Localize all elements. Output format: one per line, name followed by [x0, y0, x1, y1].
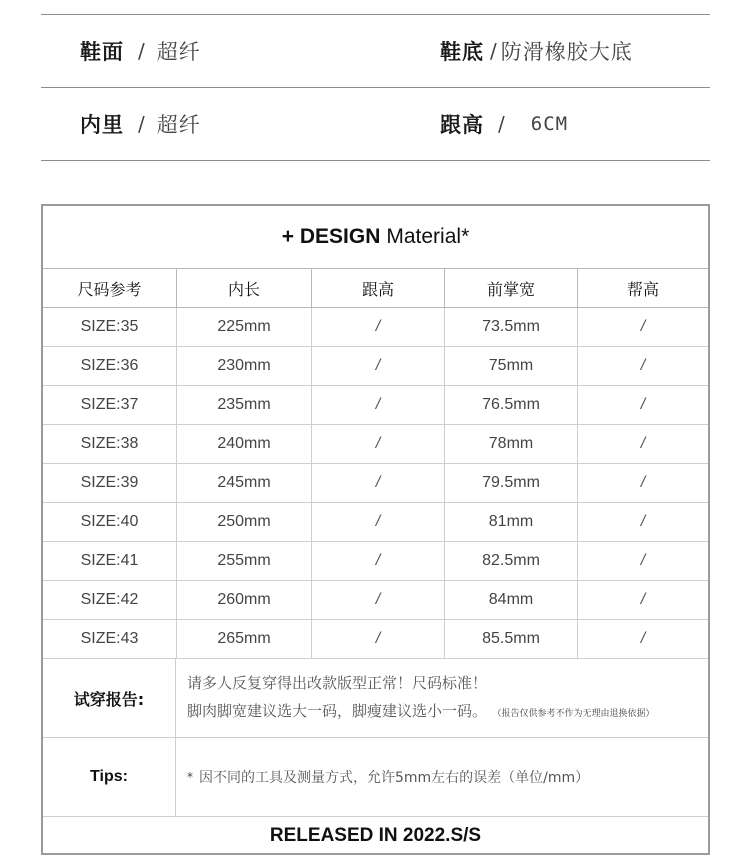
- header-heel-height: 跟高: [311, 269, 444, 307]
- cell-upper-height: /: [577, 581, 708, 619]
- tips-label: Tips:: [43, 738, 176, 816]
- header-inner-length: 内长: [176, 269, 311, 307]
- tips-content: 因不同的工具及测量方式，允许5mm左右的误差（单位/mm）: [199, 770, 590, 786]
- cell-heel-height: /: [311, 464, 444, 502]
- spec-row: [41, 15, 710, 87]
- table-row: [43, 464, 708, 503]
- table-row: [43, 503, 708, 542]
- spec-separator: /: [498, 112, 505, 136]
- cell-upper-height: /: [577, 503, 708, 541]
- cell-size: SIZE:38: [80, 435, 139, 452]
- cell-upper-height: /: [577, 425, 708, 463]
- cell-inner-length: 265mm: [176, 620, 311, 658]
- tips-text: [176, 738, 708, 816]
- header-upper-height: 帮高: [577, 269, 708, 307]
- cell-size: SIZE:39: [80, 474, 139, 491]
- cell-size: SIZE:42: [80, 591, 139, 608]
- cell-upper-height: /: [577, 620, 708, 658]
- table-row: [43, 308, 708, 347]
- table-row: [43, 542, 708, 581]
- spec-label: 鞋底: [440, 40, 484, 64]
- size-chart: [41, 204, 710, 855]
- spec-sole: [440, 15, 633, 87]
- cell-inner-length: 255mm: [176, 542, 311, 580]
- release-label: RELEASED IN 2022.S/S: [269, 824, 482, 846]
- cell-heel-height: /: [311, 386, 444, 424]
- cell-forefoot-width: 76.5mm: [444, 386, 577, 424]
- cell-forefoot-width: 84mm: [444, 581, 577, 619]
- fit-report-note: （报告仅供参考不作为无理由退换依据）: [497, 709, 655, 719]
- cell-forefoot-width: 73.5mm: [444, 308, 577, 346]
- cell-forefoot-width: 82.5mm: [444, 542, 577, 580]
- cell-inner-length: 235mm: [176, 386, 311, 424]
- cell-forefoot-width: 81mm: [444, 503, 577, 541]
- cell-forefoot-width: 79.5mm: [444, 464, 577, 502]
- asterisk-icon: *: [187, 770, 193, 784]
- fit-report-label: 试穿报告:: [43, 659, 176, 737]
- table-row: [43, 347, 708, 386]
- spec-lining: [80, 88, 201, 160]
- fit-report-row: [43, 659, 708, 738]
- spec-heel-height: [440, 88, 568, 160]
- divider: [41, 160, 710, 161]
- cell-size: SIZE:41: [80, 552, 139, 569]
- table-row: [43, 620, 708, 659]
- cell-size: SIZE:37: [80, 396, 139, 413]
- table-header-row: [43, 269, 708, 308]
- title-prefix: + DESIGN: [281, 225, 381, 248]
- spec-value: 超纤: [156, 40, 201, 64]
- cell-inner-length: 260mm: [176, 581, 311, 619]
- table-title: [43, 206, 708, 269]
- fit-report-line: 请多人反复穿得出改款版型正常！尺码标准！: [187, 674, 488, 692]
- cell-size: SIZE:35: [80, 318, 139, 335]
- table-row: [43, 386, 708, 425]
- spec-separator: /: [138, 39, 145, 63]
- header-forefoot-width: 前掌宽: [444, 269, 577, 307]
- cell-forefoot-width: 78mm: [444, 425, 577, 463]
- cell-inner-length: 250mm: [176, 503, 311, 541]
- spec-separator: /: [490, 39, 497, 63]
- cell-heel-height: /: [311, 308, 444, 346]
- fit-report-text: [176, 659, 708, 737]
- cell-upper-height: /: [577, 542, 708, 580]
- fit-report-line-2: [187, 697, 708, 728]
- cell-heel-height: /: [311, 542, 444, 580]
- cell-heel-height: /: [311, 503, 444, 541]
- table-row: [43, 581, 708, 620]
- cell-forefoot-width: 75mm: [444, 347, 577, 385]
- spec-value: 6CM: [530, 113, 569, 135]
- tips-row: [43, 738, 708, 817]
- cell-inner-length: 230mm: [176, 347, 311, 385]
- spec-separator: /: [138, 112, 145, 136]
- fit-report-line: 脚肉脚宽建议选大一码，脚瘦建议选小一码。: [187, 702, 488, 720]
- cell-heel-height: /: [311, 347, 444, 385]
- spec-upper-material: [80, 15, 201, 87]
- title-suffix: Material*: [386, 225, 470, 248]
- cell-size: SIZE:36: [80, 357, 139, 374]
- spec-value: 超纤: [156, 113, 201, 137]
- cell-heel-height: /: [311, 425, 444, 463]
- cell-forefoot-width: 85.5mm: [444, 620, 577, 658]
- table-body: [43, 308, 708, 659]
- spec-label: 内里: [80, 113, 124, 137]
- spec-label: 跟高: [440, 113, 484, 137]
- cell-upper-height: /: [577, 308, 708, 346]
- spec-row: [41, 88, 710, 160]
- cell-upper-height: /: [577, 386, 708, 424]
- cell-inner-length: 225mm: [176, 308, 311, 346]
- cell-size: SIZE:43: [80, 630, 139, 647]
- cell-heel-height: /: [311, 620, 444, 658]
- spec-block: [41, 14, 710, 161]
- cell-size: SIZE:40: [80, 513, 139, 530]
- spec-label: 鞋面: [80, 40, 124, 64]
- cell-heel-height: /: [311, 581, 444, 619]
- cell-inner-length: 245mm: [176, 464, 311, 502]
- header-size: 尺码参考: [77, 279, 142, 299]
- spec-value: 防滑橡胶大底: [500, 40, 633, 64]
- cell-upper-height: /: [577, 347, 708, 385]
- table-row: [43, 425, 708, 464]
- cell-upper-height: /: [577, 464, 708, 502]
- cell-inner-length: 240mm: [176, 425, 311, 463]
